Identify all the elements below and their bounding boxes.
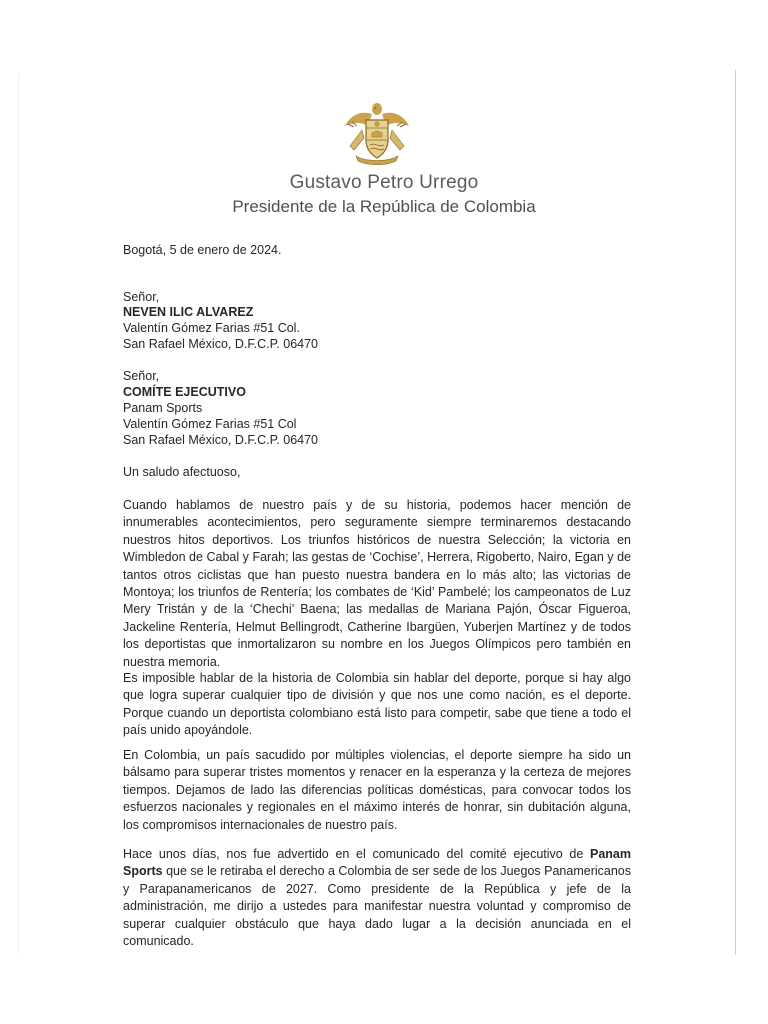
body-paragraph-3: En Colombia, un país sacudido por múltiples violencias, el deporte siempre ha sido un bálsamo para superar tristes momentos y renacer en la esperanza y la certeza de mejores tiempos. Dejamos de lado las diferencias políticas domésticas, para convocar todos los esfuerzos nacionales y regionales en el máximo interés de honrar, sin dubitación alguna, los compromisos internacionales de nuestro país. <box>123 748 631 832</box>
recipient1-address-line2: San Rafael México, D.F.C.P. 06470 <box>123 337 319 351</box>
letterhead-title: Presidente de la República de Colombia <box>232 197 536 216</box>
recipient2-salutation: Señor, <box>123 369 160 383</box>
date-line: Bogotá, 5 de enero de 2024. <box>123 243 282 257</box>
recipient1-salutation: Señor, <box>123 290 160 304</box>
body-paragraph-2: Es imposible hablar de la historia de Colombia sin hablar del deporte, porque si hay algo que logra superar cualquier tipo de división y que nos une como nación, es el deporte. Porque cuando un deportista colombiano está listo para competir, sabe que tiene a todo el país unido apoyándole. <box>123 671 631 738</box>
recipient2-address-line2: San Rafael México, D.F.C.P. 06470 <box>123 433 319 447</box>
body-paragraph-1: Cuando hablamos de nuestro país y de su historia, podemos hacer mención de innumerables acontecimientos, pero seguramente siempre terminaremos destacando nuestros hitos deportivos. Los triunfos históricos de nuestra Selección; la victoria en Wimbledon de Cabal y Farah; las gestas de ‘Cochise’, Herrera, Rigoberto, Nairo, Egan y de tantos otros ciclistas que han puesto nuestra bandera en lo más alto; las victorias de Montoya; los triunfos de Rentería; los combates de ‘Kid’ Pambelé; los campeonatos de Luz Mery Tristán y de la ‘Chechi’ Baena; las medallas de Mariana Pajón, Óscar Figueroa, Jackeline Rentería, Helmut Bellingrodt, Catherine Ibargüen, Yuberjen Martínez y de todos los deportistas que inmortalizaron su nombre en los Juegos Olímpicos pero también en nuestra memoria. <box>123 498 631 669</box>
recipient1-name: NEVEN ILIC ALVAREZ <box>123 305 254 319</box>
panam-sports-bold: Panam Sports <box>123 847 631 879</box>
greeting: Un saludo afectuoso, <box>123 465 241 479</box>
seal-condor-head <box>372 103 382 115</box>
recipient2-address-line1: Valentín Gómez Farias #51 Col <box>123 417 297 431</box>
recipient2-org: Panam Sports <box>123 401 203 415</box>
recipient1-address-line1: Valentín Gómez Farias #51 Col. <box>123 321 300 335</box>
recipient2-name: COMÍTE EJECUTIVO <box>123 385 246 399</box>
body-paragraph-4-rest: que se le retiraba el derecho a Colombia de ser sede de los Juegos Panamericanos y Parapanamericanos de 2027. Como presidente de la República y jefe de la administración, me dirijo a ustedes para manifestar nuestra voluntad y compromiso de superar cualquier obstáculo que haya dado lugar a la decisión anunciada en el comunicado. <box>123 864 631 949</box>
body-paragraph-4 <box>123 846 631 950</box>
body-paragraph-4-intro: Hace unos días, nos fue advertido en el comunicado del comité ejecutivo de <box>123 847 590 861</box>
letterhead-name: Gustavo Petro Urrego <box>289 172 479 193</box>
colombia-coat-of-arms-seal <box>342 100 412 168</box>
